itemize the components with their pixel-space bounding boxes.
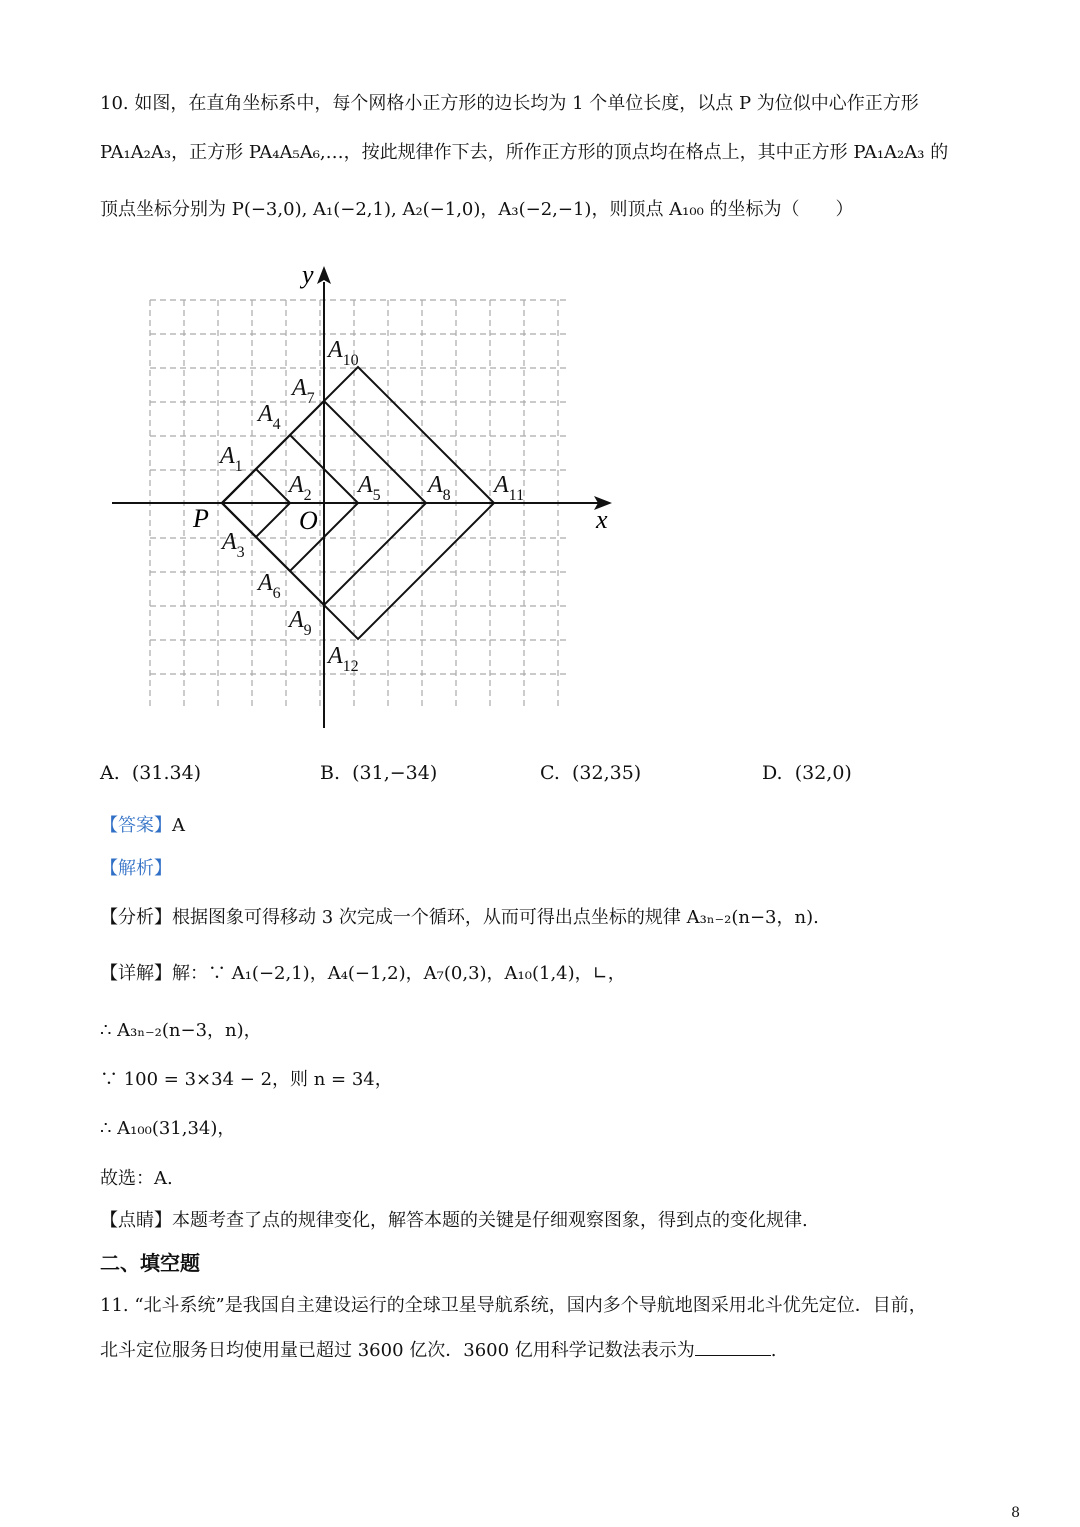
coordinate-figure bbox=[100, 258, 620, 733]
answer-line: 【答案】A bbox=[100, 815, 185, 836]
y-axis-label: y bbox=[302, 260, 314, 289]
xiangjie-line-5: 故选：A. bbox=[100, 1168, 173, 1189]
vertex-label-a10: $A_{10}$ bbox=[328, 337, 359, 369]
vertex-label-a12: $A_{12}$ bbox=[328, 643, 359, 675]
option-c: C. (32,35) bbox=[540, 762, 642, 784]
vertex-label-a9: $A_9$ bbox=[289, 607, 312, 639]
q11-line-2: 北斗定位服务日均使用量已超过 3600 亿次．3600 亿用科学记数法表示为 . bbox=[100, 1337, 777, 1363]
q10-line-3: 顶点坐标分别为 P(−3,0), A₁(−2,1), A₂(−1,0)，A₃(−2,−1)，则顶点 A₁₀₀ 的坐标为（ ） bbox=[100, 199, 854, 220]
y-axis-arrow-icon bbox=[317, 266, 331, 284]
page-number: 8 bbox=[1011, 1505, 1020, 1521]
point-p-label: P bbox=[193, 504, 209, 533]
xiangjie-line-1: 【详解】解：∵ A₁(−2,1)，A₄(−1,2)，A₇(0,3)，A₁₀(1,4)，∟， bbox=[100, 963, 626, 984]
vertex-label-a5: $A_5$ bbox=[358, 472, 381, 504]
xiangjie-line-2: ∴ A₃ₙ₋₂(n−3，n)， bbox=[100, 1020, 262, 1041]
vertex-label-a1: $A_1$ bbox=[220, 443, 243, 475]
vertex-label-a7: $A_7$ bbox=[292, 375, 315, 407]
vertex-label-a11: $A_{11}$ bbox=[494, 472, 525, 504]
q11-line-1: 11. “北斗系统”是我国自主建设运行的全球卫星导航系统，国内多个导航地图采用北斗优先定位．目前， bbox=[100, 1295, 927, 1316]
fenxi-line: 【分析】根据图象可得移动 3 次完成一个循环，从而可得出点坐标的规律 A₃ₙ₋₂(n−3，n). bbox=[100, 907, 819, 928]
vertex-label-a4: $A_4$ bbox=[258, 401, 281, 433]
xiangjie-line-3: ∵ 100 = 3×34 − 2，则 n = 34， bbox=[100, 1069, 393, 1090]
vertex-label-a8: $A_8$ bbox=[428, 472, 451, 504]
q10-line-2: PA₁A₂A₃，正方形 PA₄A₅A₆,…，按此规律作下去，所作正方形的顶点均在格点上，其中正方形 PA₁A₂A₃ 的 bbox=[100, 142, 949, 163]
dianjing-line: 【点睛】本题考查了点的规律变化，解答本题的关键是仔细观察图象，得到点的变化规律. bbox=[100, 1210, 808, 1231]
option-b: B. (31,−34) bbox=[320, 762, 438, 784]
answer-blank[interactable] bbox=[695, 1337, 771, 1356]
option-a: A. (31.34) bbox=[100, 762, 202, 784]
x-axis-label: x bbox=[596, 505, 608, 534]
xiangjie-line-4: ∴ A₁₀₀(31,34)， bbox=[100, 1118, 236, 1139]
vertex-label-a6: $A_6$ bbox=[258, 570, 281, 602]
option-d: D. (32,0) bbox=[762, 762, 852, 784]
q10-line-1: 10. 如图，在直角坐标系中，每个网格小正方形的边长均为 1 个单位长度，以点 P 为位似中心作正方形 bbox=[100, 93, 919, 114]
analysis-line: 【解析】 bbox=[100, 858, 172, 879]
section-title: 二、填空题 bbox=[100, 1251, 200, 1275]
vertex-label-a2: $A_2$ bbox=[289, 472, 312, 504]
vertex-label-a3: $A_3$ bbox=[222, 529, 245, 561]
origin-label: O bbox=[299, 506, 318, 535]
